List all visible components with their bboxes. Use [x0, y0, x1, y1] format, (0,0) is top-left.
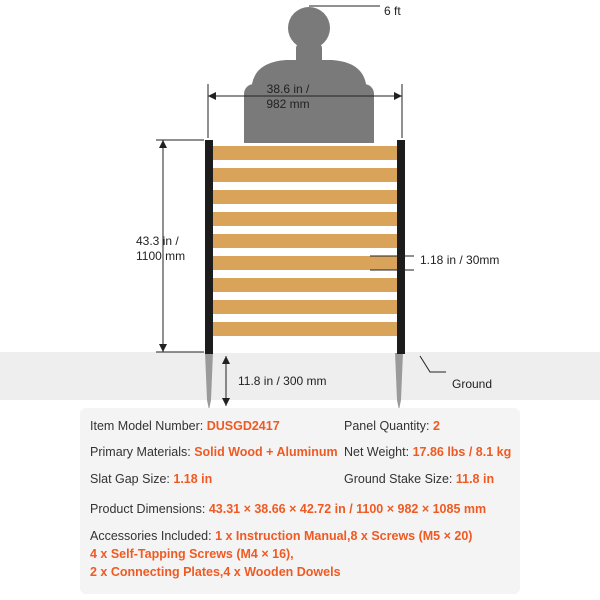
- spec-stake-value: 11.8 in: [455, 472, 495, 486]
- spec-stake: [344, 471, 494, 487]
- spec-accessories-line-2: 4 x Self-Tapping Screws (M4 × 16),: [90, 547, 294, 561]
- ground-label: Ground: [452, 377, 493, 391]
- spec-accessories: [90, 528, 472, 544]
- spec-gap-label: Slat Gap Size:: [90, 472, 174, 486]
- stake-length-label: 11.8 in / 300 mm: [238, 374, 327, 388]
- height-inches: 43.3 in /: [136, 234, 179, 248]
- spec-gap: [90, 471, 212, 487]
- slat-gap-label: 1.18 in / 30mm: [420, 253, 500, 267]
- spec-dimensions-label: Product Dimensions:: [90, 502, 209, 516]
- spec-quantity: [344, 418, 440, 434]
- spec-weight-label: Net Weight:: [344, 445, 413, 459]
- spec-weight: [344, 444, 511, 460]
- spec-materials-label: Primary Materials:: [90, 445, 195, 459]
- width-mm: 982 mm: [266, 97, 310, 111]
- spec-stake-label: Ground Stake Size:: [344, 472, 456, 486]
- specifications-card: [80, 408, 520, 594]
- width-inches: 38.6 in /: [266, 82, 310, 96]
- right-frame-post: [397, 140, 405, 354]
- person-height-label: 6 ft: [384, 4, 401, 18]
- spec-weight-value: 17.86 lbs / 8.1 kg: [412, 445, 512, 459]
- fence-panel: [205, 140, 405, 354]
- spec-model-value: DUSGD2417: [206, 419, 280, 433]
- height-mm: 1100 mm: [136, 249, 186, 263]
- spec-accessories-line-1: 1 x Instruction Manual,8 x Screws (M5 × 20): [215, 529, 473, 543]
- spec-materials: [90, 444, 338, 460]
- left-frame-post: [205, 140, 213, 354]
- wood-slats: [212, 146, 398, 336]
- spec-dimensions: [90, 501, 486, 517]
- spec-quantity-label: Panel Quantity:: [344, 419, 433, 433]
- spec-materials-value: Solid Wood + Aluminum: [194, 445, 338, 459]
- spec-dimensions-value: 43.31 × 38.66 × 42.72 in / 1100 × 982 × 1085 mm: [208, 502, 487, 516]
- spec-quantity-value: 2: [432, 419, 440, 433]
- spec-accessories-line-2-row: [90, 546, 294, 562]
- spec-accessories-line-3: 2 x Connecting Plates,4 x Wooden Dowels: [90, 565, 341, 579]
- spec-gap-value: 1.18 in: [173, 472, 213, 486]
- spec-model-label: Item Model Number:: [90, 419, 207, 433]
- width-dimension-label: [240, 82, 336, 112]
- height-dimension-label: [136, 234, 185, 264]
- spec-accessories-label: Accessories Included:: [90, 529, 216, 543]
- spec-model: [90, 418, 280, 434]
- spec-accessories-line-3-row: [90, 564, 341, 580]
